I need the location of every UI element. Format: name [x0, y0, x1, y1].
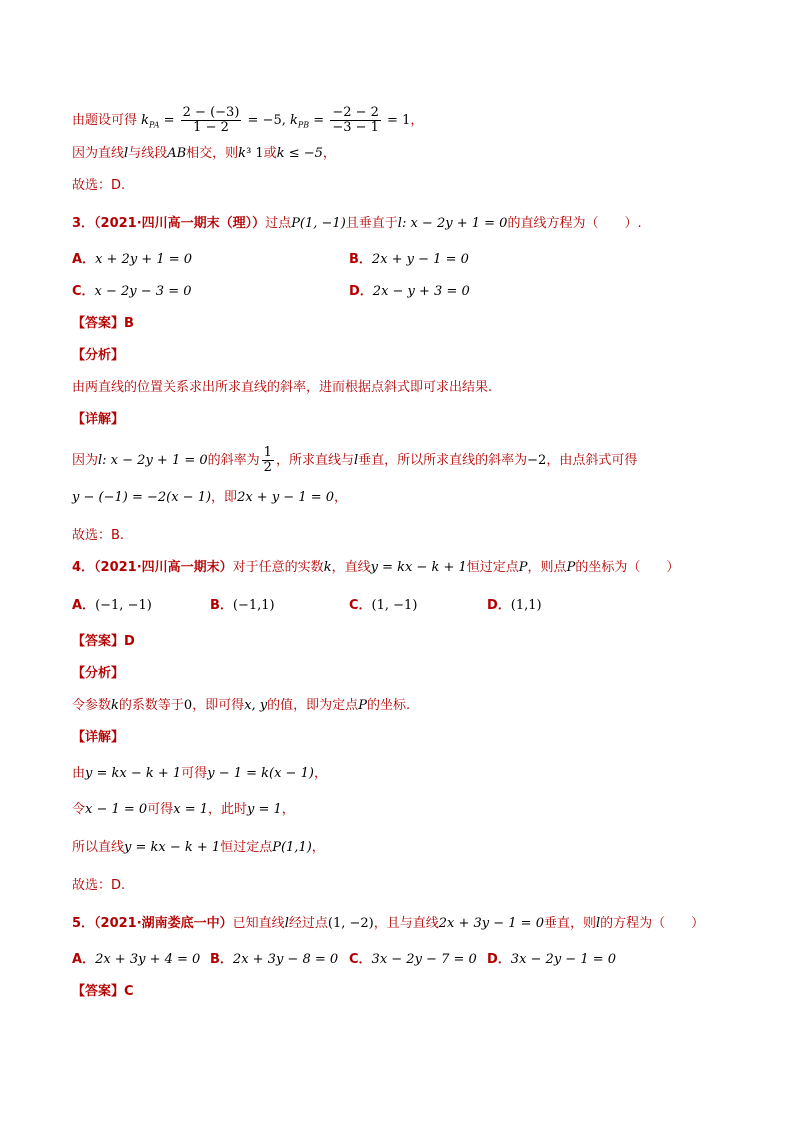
q3-conclusion: 故选：B.: [72, 528, 125, 543]
answer-value: D: [124, 634, 135, 649]
q2-ab: AB: [167, 146, 187, 161]
option-value: (1, −1): [371, 598, 418, 613]
text: 可得: [147, 802, 174, 817]
option-label: A．: [72, 252, 96, 267]
q2-text: 因为直线: [72, 146, 125, 161]
text: ，即可得: [192, 698, 245, 713]
q2-kpa-denominator: 1 − 2: [193, 120, 229, 135]
q5-option-d: [487, 950, 616, 970]
option-value: (1,1): [510, 598, 542, 613]
q2-kpb-denominator: −3 − 1: [332, 120, 379, 135]
q2-kpa: k: [141, 113, 150, 128]
q2-text: 与线段: [128, 146, 168, 161]
q2-kpb-numerator: −2 − 2: [332, 105, 379, 120]
text: ，且与直线: [373, 916, 439, 931]
math: x = 1: [173, 802, 208, 817]
text: ，此时: [208, 802, 248, 817]
text: ，: [311, 840, 325, 855]
option-label: B．: [210, 598, 233, 613]
text: 所以直线: [72, 840, 125, 855]
math: l: [284, 916, 289, 931]
text: ，: [313, 766, 327, 781]
q3-analysis-tag: 【分析】: [72, 348, 125, 363]
text: ，直线: [331, 560, 371, 575]
option-value: (−1,1): [232, 598, 275, 613]
option-label: C．: [72, 284, 95, 299]
q3-stem: [72, 214, 642, 234]
q3-analysis: 由两直线的位置关系求出所求直线的斜率，进而根据点斜式即可求出结果.: [72, 380, 493, 395]
math: P: [358, 698, 367, 713]
numerator: 1: [263, 445, 272, 460]
text: 因为: [72, 453, 99, 468]
q2-eq2: =: [309, 113, 329, 128]
q3-option-a: [72, 250, 192, 270]
q5-source: （2021·湖南娄底一中）: [94, 916, 233, 931]
text: 的坐标为（ ）: [575, 560, 680, 575]
q2-text: 相交，则: [186, 146, 239, 161]
option-label: B．: [210, 952, 233, 967]
math: y − (−1) = −2(x − 1): [72, 490, 212, 505]
q2-kpb: k: [290, 113, 298, 128]
q4-option-b: [210, 596, 275, 616]
option-value: x − 2y − 3 = 0: [94, 284, 192, 299]
q3-text: 过点: [265, 216, 292, 231]
text: 令参数: [72, 698, 112, 713]
math: l: x − 2y + 1 = 0: [98, 453, 208, 468]
q4-analysis: [72, 696, 410, 716]
denominator: 2: [263, 460, 272, 475]
option-value: 2x + 3y − 8 = 0: [232, 952, 339, 967]
q2-slope-line: [72, 106, 423, 136]
text: 由: [72, 766, 86, 781]
math: P(1,1): [272, 840, 312, 855]
q4-analysis-tag: 【分析】: [72, 666, 125, 681]
text: 已知直线: [232, 916, 285, 931]
q3-option-d: [349, 282, 470, 302]
q2-kpb-sub: PB: [297, 120, 310, 130]
option-label: A．: [72, 952, 96, 967]
math: x − 1 = 0: [85, 802, 148, 817]
math: y − 1 = k(x − 1): [207, 766, 314, 781]
math: (1, −2): [327, 916, 374, 931]
text: 可得: [181, 766, 208, 781]
q3-number: 3．: [72, 216, 95, 231]
text: 的系数等于: [118, 698, 184, 713]
q5-answer: [72, 982, 134, 1002]
math: P: [566, 560, 576, 575]
q2-k-range: k ≤ −5: [276, 146, 323, 161]
q2-kpa-numerator: 2 − (−3): [182, 105, 240, 120]
q3-point: P(1, −1): [291, 216, 346, 231]
math: x, y: [244, 698, 268, 713]
q3-detail-tag: 【详解】: [72, 412, 125, 427]
q2-conclusion: 故选：D.: [72, 178, 126, 193]
option-value: 2x − y + 3 = 0: [372, 284, 470, 299]
math: 2x + y − 1 = 0: [237, 490, 335, 505]
q4-detail-line3: [72, 838, 325, 858]
q2-kpa-fraction: [181, 106, 242, 135]
math: 2x + 3y − 1 = 0: [438, 916, 544, 931]
text: 的斜率为: [207, 453, 260, 468]
text: 的坐标.: [366, 698, 411, 713]
answer-tag: 【答案】: [72, 316, 125, 331]
option-value: 3x − 2y − 1 = 0: [510, 952, 617, 967]
q5-option-c: [349, 950, 477, 970]
q4-stem: [72, 558, 679, 578]
option-label: A．: [72, 598, 96, 613]
option-value: x + 2y + 1 = 0: [95, 252, 193, 267]
q2-comma: ，: [322, 146, 336, 161]
q3-half-fraction: [262, 446, 274, 475]
text: 令: [72, 802, 86, 817]
text: ，: [334, 490, 348, 505]
math: l: [353, 453, 359, 468]
q4-source: （2021·四川高一期末）: [94, 560, 233, 575]
q5-number: 5．: [72, 916, 95, 931]
q4-option-a: [72, 596, 152, 616]
text: 垂直，则: [543, 916, 596, 931]
q5-stem: [72, 914, 704, 934]
text: 经过点: [288, 916, 328, 931]
q4-detail-line2: [72, 800, 295, 820]
option-label: D．: [487, 598, 511, 613]
q2-text: 或: [263, 146, 277, 161]
math: y = kx − k + 1: [370, 560, 467, 575]
option-label: D．: [487, 952, 511, 967]
math: y = 1: [247, 802, 282, 817]
math: y = kx − k + 1: [85, 766, 182, 781]
q4-option-d: [487, 596, 542, 616]
q3-option-c: [72, 282, 192, 302]
q3-detail-line2: [72, 488, 347, 508]
answer-value: B: [124, 316, 134, 331]
option-value: 2x + y − 1 = 0: [371, 252, 469, 267]
q3-detail-line1: [72, 446, 637, 475]
math: l: [595, 916, 601, 931]
q3-source: （2021·四川高一期末（理））: [94, 216, 266, 231]
option-label: B．: [349, 252, 372, 267]
answer-tag: 【答案】: [72, 984, 125, 999]
text: 对于任意的实数: [232, 560, 324, 575]
q5-option-a: [72, 950, 200, 970]
option-value: 2x + 3y + 4 = 0: [95, 952, 201, 967]
q2-l: l: [124, 146, 129, 161]
q2-ge: ³ 1: [246, 146, 264, 161]
q2-comma: ，: [410, 113, 424, 128]
q2-kpa-value: = −5,: [243, 113, 290, 128]
q4-answer: [72, 632, 135, 652]
q4-detail-line1: [72, 764, 327, 784]
q3-line-eq: l: x − 2y + 1 = 0: [397, 216, 508, 231]
text: ，即: [211, 490, 238, 505]
q3-text: 的直线方程为（ ）.: [507, 216, 642, 231]
option-value: 3x − 2y − 7 = 0: [371, 952, 477, 967]
option-label: D．: [349, 284, 373, 299]
text: ，: [281, 802, 295, 817]
q3-text: 且垂直于: [345, 216, 398, 231]
q4-number: 4．: [72, 560, 95, 575]
text: ，由点斜式可得: [546, 453, 638, 468]
q2-intersect-line: [72, 144, 336, 164]
q4-option-c: [349, 596, 417, 616]
q5-option-b: [210, 950, 338, 970]
text: 恒过定点: [220, 840, 273, 855]
text: 恒过定点: [466, 560, 519, 575]
q4-detail-tag: 【详解】: [72, 730, 125, 745]
text: 的方程为（ ）: [600, 916, 705, 931]
math: −2: [527, 453, 547, 468]
text: ，所求直线与: [275, 453, 354, 468]
math: P: [518, 560, 528, 575]
math: k: [323, 560, 332, 575]
q2-kpb-fraction: [330, 106, 381, 135]
answer-tag: 【答案】: [72, 634, 125, 649]
q2-k: k: [238, 146, 247, 161]
text: ，则点: [527, 560, 567, 575]
text: 垂直，所以所求直线的斜率为: [358, 453, 528, 468]
q2-text: 由题设可得: [72, 113, 138, 128]
q3-option-b: [349, 250, 469, 270]
q3-answer: [72, 314, 134, 334]
q4-conclusion: 故选：D.: [72, 878, 126, 893]
option-value: (−1, −1): [95, 598, 152, 613]
q2-kpa-sub: PA: [149, 120, 160, 130]
answer-value: C: [124, 984, 134, 999]
math: 0: [183, 698, 193, 713]
math: y = kx − k + 1: [124, 840, 221, 855]
text: 的值，即为定点: [267, 698, 359, 713]
q2-kpb-value: = 1: [382, 113, 411, 128]
option-label: C．: [349, 952, 372, 967]
math: k: [111, 698, 119, 713]
option-label: C．: [349, 598, 372, 613]
q2-eq: =: [159, 113, 179, 128]
